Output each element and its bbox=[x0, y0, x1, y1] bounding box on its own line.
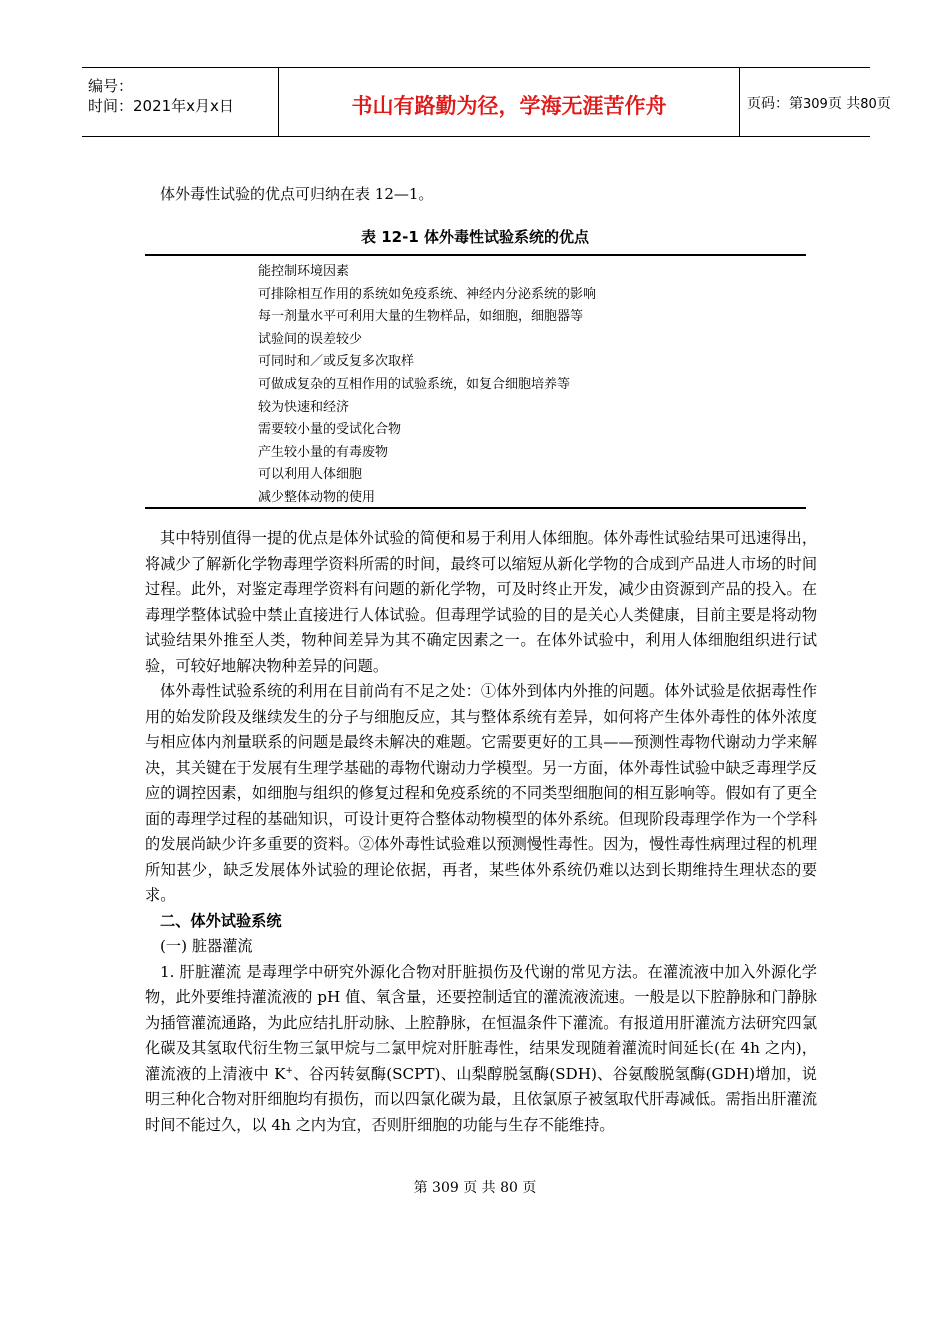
motto: 书山有路勤为径，学海无涯苦作舟 bbox=[351, 94, 667, 118]
table-top-rule bbox=[145, 254, 806, 256]
page-total: 80 bbox=[860, 97, 877, 112]
paragraph-limitations: 体外毒性试验系统的利用在目前尚有不足之处：①体外到体内外推的问题。体外试验是依据毒性作用的始发阶段及继续发生的分子与细胞反应，其与整体系统有差异，如何将产生体外毒性的体外浓度与相应体内剂量联系的问题是最终未解决的难题。它需要更好的工具——预测性毒物代谢动力学来解决，其关键在于发展有生理学基础的毒物代谢动力学模型。另一方面，体外毒性试验中缺乏毒理学反应的调控因素，如细胞与组织的修复过程和免疫系统的不同类型细胞间的相互影响等。假如有了更全面的毒理学过程的基础知识，可设计更符合整体动物模型的体外系统。但现阶段毒理学作为一个学科的发展尚缺少许多重要的资料。②体外毒性试验难以预测慢性毒性。因为，慢性毒性病理过程的机理所知甚少，缺乏发展体外试验的理论依据，再者，某些体外系统仍难以达到长期维持生理状态的要求。 bbox=[145, 682, 817, 904]
table-row: 产生较小量的有毒废物 bbox=[258, 444, 389, 460]
table-row: 需要较小量的受试化合物 bbox=[258, 422, 402, 438]
page-header bbox=[82, 67, 891, 137]
header-left-cell bbox=[82, 68, 278, 136]
potassium-charge: + bbox=[285, 1065, 293, 1076]
liver-text-b: 、谷丙转氨酶(SCPT)、山梨醇脱氢酶(SDH)、谷氨酸脱氢酶(GDH)增加，说明三种化合物对肝细胞均有损伤，而以四氯化碳为最，且依氯原子被氢取代肝毒减低。需指出肝灌流时间不能过久，以 4h 之内为宜，否则肝细胞的功能与生存不能维持。 bbox=[145, 1064, 817, 1134]
table-row: 试验间的误差较少 bbox=[258, 331, 363, 347]
paragraph-advantages: 其中特别值得一提的优点是体外试验的简便和易于利用人体细胞。体外毒性试验结果可迅速得出，将减少了解新化学物毒理学资料所需的时间，最终可以缩短从新化学物的合成到产品进人市场的时间过程。此外，对鉴定毒理学资料有问题的新化学物，可及时终止开发，减少由资源到产品的投入。在毒理学整体试验中禁止直接进行人体试验。但毒理学试验的目的是关心人类健康，目前主要是将动物试验结果外推至人类，物种间差异为其不确定因素之一。在体外试验中，利用人体细胞组织进行试验，可较好地解决物种差异的问题。 bbox=[145, 529, 817, 675]
page-mid: 页 共 bbox=[827, 96, 861, 112]
number-label: 编号： bbox=[88, 77, 134, 95]
liver-text-a: 1. 肝脏灌流 是毒理学中研究外源化合物对肝脏损伤及代谢的常见方法。在灌流液中加入外源化学物，此外要维持灌流液的 pH 值、氧含量，还要控制适宜的灌流液流速。一般是以下腔静脉和门静脉为插管灌流通路，为此应结扎肝动脉、上腔静脉，在恒温条件下灌流。有报道用肝灌流方法研究四氯化碳及其氢取代衍生物三氯甲烷与二氯甲烷对肝脏毒性，结果发现随着灌流时间延长(在 4h 之内)，灌流液的上清液中 K bbox=[145, 962, 817, 1083]
page-footer: 第 309 页 共 80 页 bbox=[413, 1180, 537, 1196]
table-row: 能控制环境因素 bbox=[258, 264, 350, 279]
table-caption: 表 12-1 体外毒性试验系统的优点 bbox=[361, 228, 589, 246]
table-row: 可排除相互作用的系统如免疫系统、神经内分泌系统的影响 bbox=[258, 286, 597, 302]
page-info bbox=[747, 93, 891, 113]
body-text bbox=[145, 526, 817, 1138]
table-row: 较为快速和经济 bbox=[258, 399, 350, 415]
paragraph-liver-perfusion bbox=[145, 960, 817, 1139]
page-label: 页码：第 bbox=[747, 96, 803, 112]
table-row: 可做成复杂的互相作用的试验系统，如复合细胞培养等 bbox=[258, 376, 571, 392]
subsection-heading: (一) 脏器灌流 bbox=[160, 937, 253, 955]
page-end: 页 bbox=[876, 96, 891, 112]
table-row: 可同时和／或反复多次取样 bbox=[258, 354, 415, 370]
header-motto-cell bbox=[278, 68, 740, 136]
table-row: 可以利用人体细胞 bbox=[258, 467, 363, 483]
table-row: 每一剂量水平可利用大量的生物样品，如细胞，细胞器等 bbox=[258, 309, 584, 325]
table-row: 减少整体动物的使用 bbox=[258, 489, 376, 505]
header-page-cell bbox=[739, 68, 891, 136]
table-bottom-rule bbox=[145, 507, 806, 509]
section-heading: 二、体外试验系统 bbox=[160, 911, 282, 930]
intro-sentence: 体外毒性试验的优点可归纳在表 12—1。 bbox=[160, 185, 434, 203]
time-label: 时间：2021年x月x日 bbox=[88, 97, 234, 115]
advantages-table bbox=[258, 261, 596, 510]
page-current: 309 bbox=[803, 97, 828, 112]
